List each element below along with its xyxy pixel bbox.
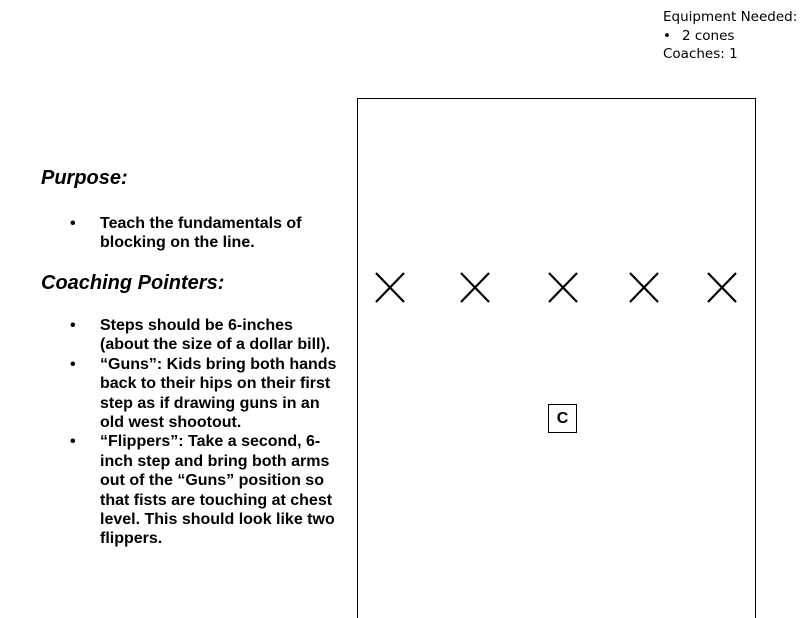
list-item-text: Steps should be 6-inches (about the size of a dollar bill). <box>100 317 331 354</box>
bullet-icon: • <box>70 215 76 232</box>
bullet-icon: • <box>70 433 76 451</box>
list-item <box>70 214 340 253</box>
drill-diagram <box>357 98 757 602</box>
coach-marker: C <box>548 404 577 433</box>
coaching-pointers-heading: Coaching Pointers: <box>41 272 225 294</box>
equipment-item <box>663 27 800 46</box>
list-item-text: “Guns”: Kids bring both hands back to their hips on their first step as if drawing guns in an old west shootout. <box>100 355 337 432</box>
list-item <box>70 316 338 355</box>
coaching-pointers-list <box>70 316 338 549</box>
bullet-icon: • <box>70 317 76 334</box>
list-item <box>70 355 338 433</box>
equipment-item-text: 2 cones <box>682 27 735 44</box>
list-item-text: Teach the fundamentals of blocking on the line. <box>100 215 302 252</box>
player-x-icon <box>461 273 489 302</box>
purpose-list <box>70 214 340 253</box>
list-item-text: “Flippers”: Take a second, 6-inch step and bring both arms out of the “Guns” position so that fists are touching at chest level. This should look like two flippers. <box>100 433 335 548</box>
list-item <box>70 432 338 548</box>
player-x-icon <box>549 273 577 302</box>
player-x-icon <box>376 273 404 302</box>
player-x-icon <box>708 273 736 302</box>
coaches-count: Coaches: 1 <box>663 46 738 62</box>
player-x-icon <box>630 273 658 302</box>
bullet-icon: • <box>663 27 671 44</box>
equipment-section <box>663 8 800 64</box>
equipment-heading: Equipment Needed: <box>663 9 798 25</box>
purpose-heading: Purpose: <box>41 167 128 189</box>
bullet-icon: • <box>70 355 76 373</box>
